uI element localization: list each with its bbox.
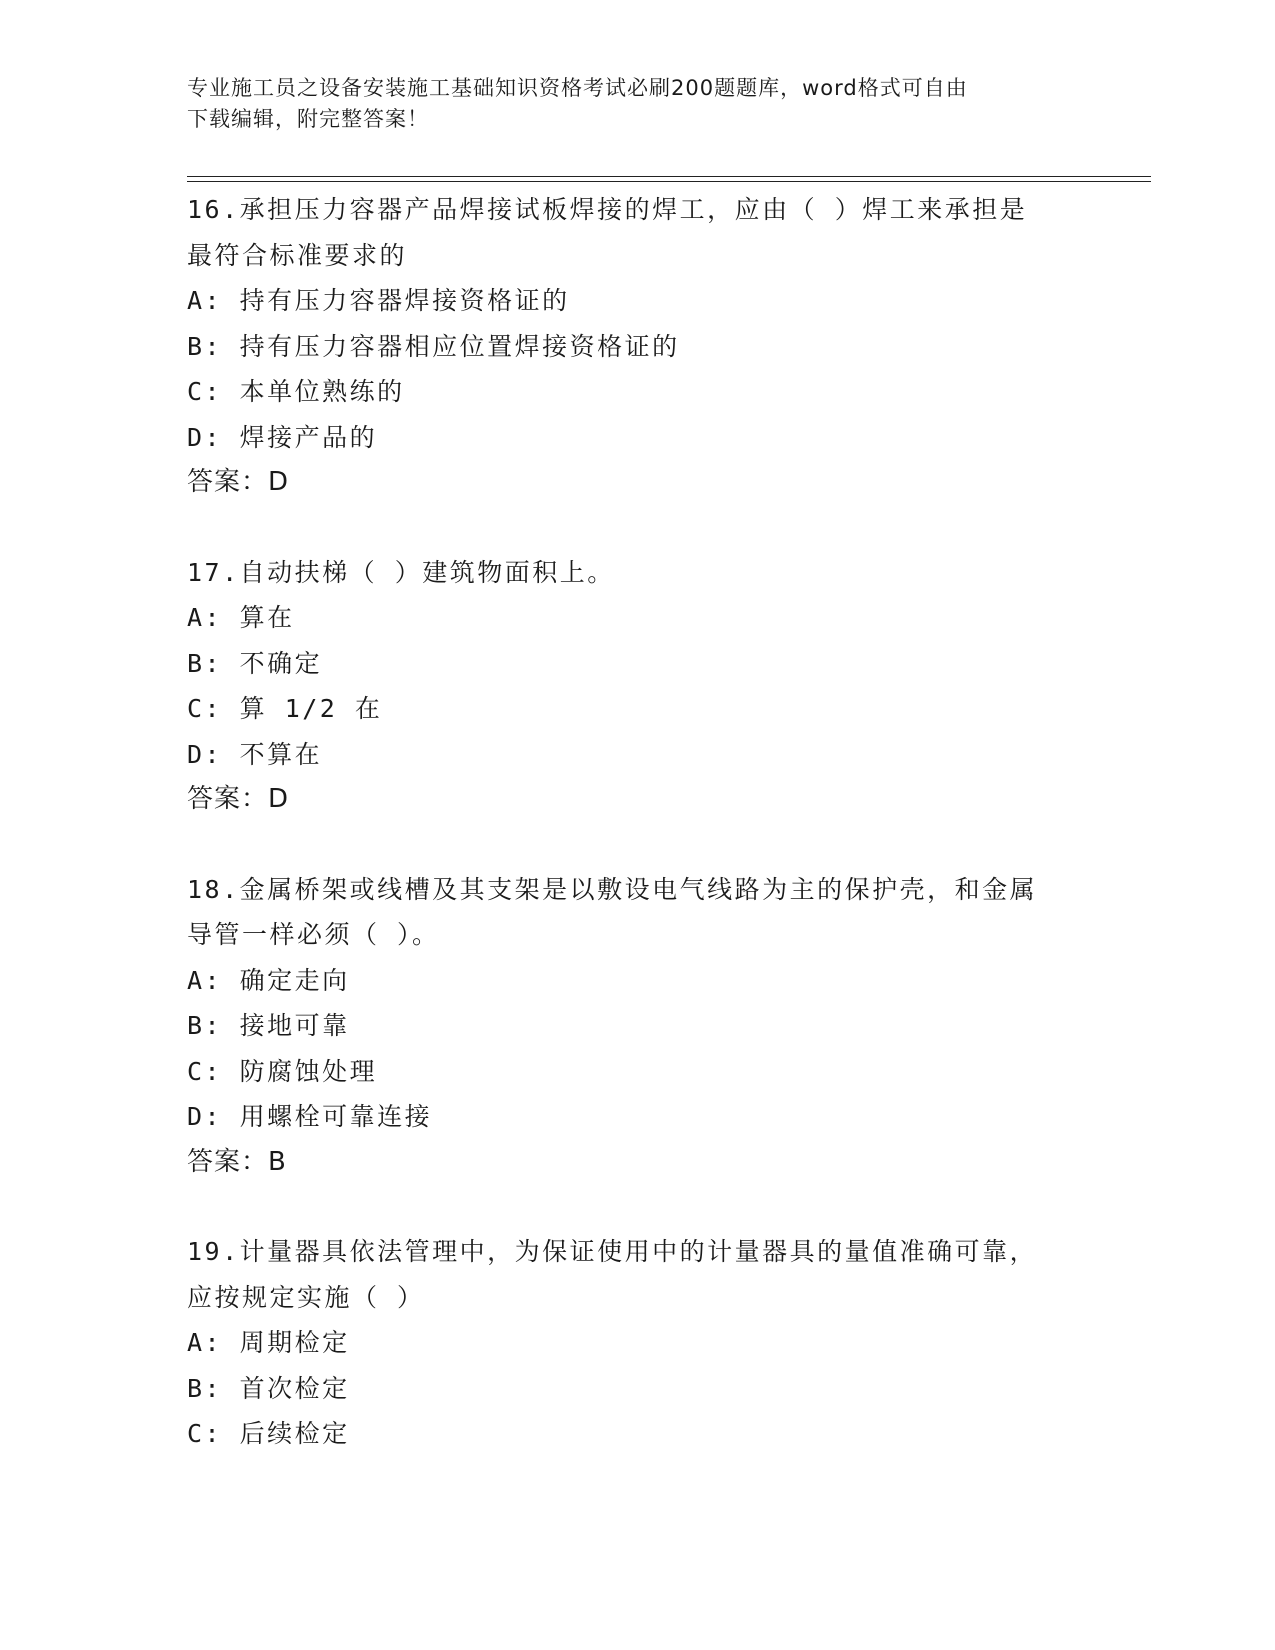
- question-stem-line: 最符合标准要求的: [187, 240, 408, 270]
- header-line-2: 下载编辑，附完整答案！: [187, 107, 429, 131]
- question-19: [187, 1229, 1087, 1457]
- question-17: [187, 550, 1087, 823]
- answer-line: 答案：B: [187, 1146, 287, 1177]
- header-divider-bottom: [187, 181, 1151, 182]
- option-c: C: 防腐蚀处理: [187, 1056, 378, 1086]
- option-d: D: 用螺栓可靠连接: [187, 1102, 433, 1131]
- option-a: A: 确定走向: [187, 965, 350, 995]
- question-stem-line: 应按规定实施（ ）: [187, 1282, 425, 1312]
- header-line-1: 专业施工员之设备安装施工基础知识资格考试必刷200题题库，word格式可自由: [187, 76, 968, 100]
- answer-line: 答案：D: [187, 784, 290, 814]
- option-b: B: 接地可靠: [187, 1011, 350, 1040]
- question-16: [187, 187, 1087, 506]
- option-a: A: 持有压力容器焊接资格证的: [187, 286, 570, 315]
- option-c: C: 后续检定: [187, 1419, 350, 1448]
- question-18: [187, 867, 1087, 1186]
- question-stem-line: 19.计量器具依法管理中，为保证使用中的计量器具的量值准确可靠，: [187, 1237, 1038, 1266]
- option-a: A: 周期检定: [187, 1328, 350, 1357]
- option-c: C: 算 1/2 在: [187, 694, 383, 723]
- option-b: B: 持有压力容器相应位置焊接资格证的: [187, 331, 680, 361]
- answer-line: 答案：D: [187, 467, 290, 497]
- question-stem-line: 16.承担压力容器产品焊接试板焊接的焊工，应由（ ）焊工来承担是: [187, 195, 1028, 224]
- question-list: [187, 187, 1087, 1501]
- option-b: B: 首次检定: [187, 1373, 350, 1403]
- question-stem-line: 导管一样必须（ ）。: [187, 920, 440, 949]
- option-c: C: 本单位熟练的: [187, 377, 405, 406]
- document-header: [187, 73, 1067, 135]
- question-stem-line: 18.金属桥架或线槽及其支架是以敷设电气线路为主的保护壳，和金属: [187, 874, 1038, 904]
- option-b: B: 不确定: [187, 648, 323, 678]
- option-a: A: 算在: [187, 603, 295, 632]
- option-d: D: 不算在: [187, 739, 323, 769]
- question-stem-line: 17.自动扶梯（ ）建筑物面积上。: [187, 557, 615, 587]
- option-d: D: 焊接产品的: [187, 422, 378, 452]
- header-divider-top: [187, 176, 1151, 177]
